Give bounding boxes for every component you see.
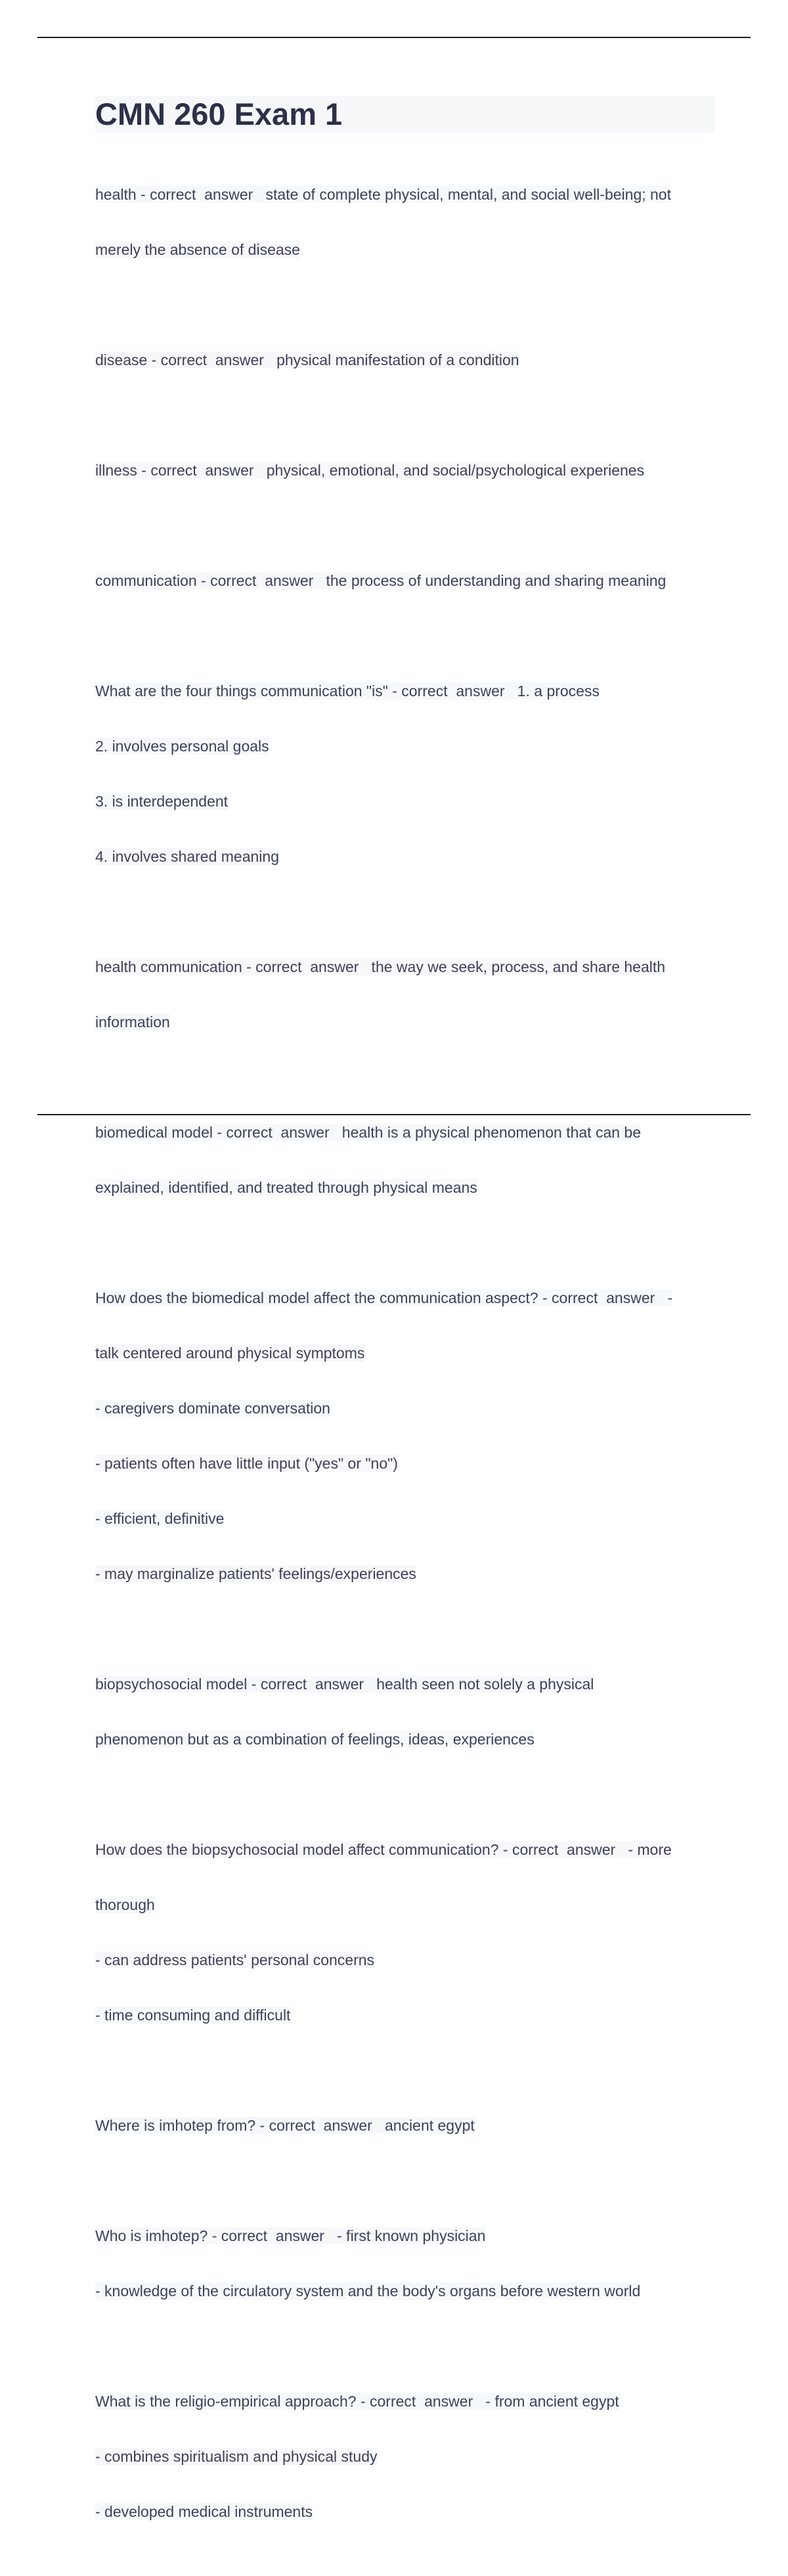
qa-line: talk centered around physical symptoms <box>95 1344 365 1362</box>
qa-entry-imhotep-identity <box>95 2190 715 2337</box>
qa-line: Where is imhotep from? - correct answer ancient egypt <box>95 2117 475 2134</box>
qa-entry-biopsychosocial-effect <box>95 1804 715 2061</box>
qa-entry-biomedical-model <box>95 1086 715 1233</box>
qa-line: disease - correct answer physical manifestation of a condition <box>95 351 519 368</box>
qa-entry-biomedical-effect <box>95 1252 715 1620</box>
qa-line: What are the four things communication "is" - correct answer 1. a process <box>95 682 600 700</box>
qa-line: - combines spiritualism and physical study <box>95 2448 378 2465</box>
qa-line: - efficient, definitive <box>95 1510 225 1527</box>
document-title: CMN 260 Exam 1 <box>95 96 715 133</box>
top-rule <box>37 37 751 38</box>
qa-entry-biopsychosocial-model <box>95 1638 715 1785</box>
qa-entry-health-communication <box>95 921 715 1068</box>
qa-line: - can address patients' personal concerns <box>95 1951 375 1968</box>
bottom-rule <box>37 1114 751 1115</box>
qa-entry-communication <box>95 535 715 627</box>
document-body <box>95 96 715 2576</box>
qa-line: thorough <box>95 1896 155 1913</box>
qa-entry-imhotep-origin <box>95 2079 715 2171</box>
qa-line: information <box>95 1013 170 1031</box>
qa-line: Who is imhotep? - correct answer - first known physician <box>95 2227 486 2244</box>
qa-line: phenomenon but as a combination of feelings, ideas, experiences <box>95 1731 535 1748</box>
qa-line: biopsychosocial model - correct answer health seen not solely a physical <box>95 1676 594 1693</box>
qa-line: illness - correct answer physical, emotional, and social/psychological experienes <box>95 462 645 479</box>
qa-line: How does the biomedical model affect the communication aspect? - correct answer - <box>95 1289 673 1306</box>
qa-line: - time consuming and difficult <box>95 2007 291 2024</box>
qa-line: What is the religio-empirical approach? - correct answer - from ancient egypt <box>95 2393 619 2410</box>
qa-entry-four-things <box>95 645 715 902</box>
qa-line: - may marginalize patients' feelings/experiences <box>95 1565 416 1582</box>
qa-line: 2. involves personal goals <box>95 738 269 755</box>
qa-line: merely the absence of disease <box>95 241 300 258</box>
qa-line: communication - correct answer the process of understanding and sharing meaning <box>95 572 667 589</box>
qa-entry-disease <box>95 314 715 406</box>
qa-line: 3. is interdependent <box>95 793 229 810</box>
qa-line: How does the biopsychosocial model affect communication? - correct answer - more <box>95 1841 672 1858</box>
qa-line: 4. involves shared meaning <box>95 848 279 865</box>
qa-line: - caregivers dominate conversation <box>95 1400 330 1417</box>
qa-line: explained, identified, and treated through physical means <box>95 1179 477 1196</box>
qa-line: - knowledge of the circulatory system and the body's organs before western world <box>95 2282 641 2299</box>
qa-entry-health <box>95 148 715 296</box>
qa-entry-illness <box>95 424 715 516</box>
qa-line: biomedical model - correct answer health is a physical phenomenon that can be <box>95 1124 642 1141</box>
qa-entry-religio-empirical <box>95 2355 715 2558</box>
qa-line: health - correct answer state of complete physical, mental, and social well-being; not <box>95 186 671 203</box>
qa-line: - patients often have little input ("yes" or "no") <box>95 1455 398 1472</box>
qa-line: health communication - correct answer the way we seek, process, and share health <box>95 958 666 975</box>
qa-line: - developed medical instruments <box>95 2503 313 2520</box>
